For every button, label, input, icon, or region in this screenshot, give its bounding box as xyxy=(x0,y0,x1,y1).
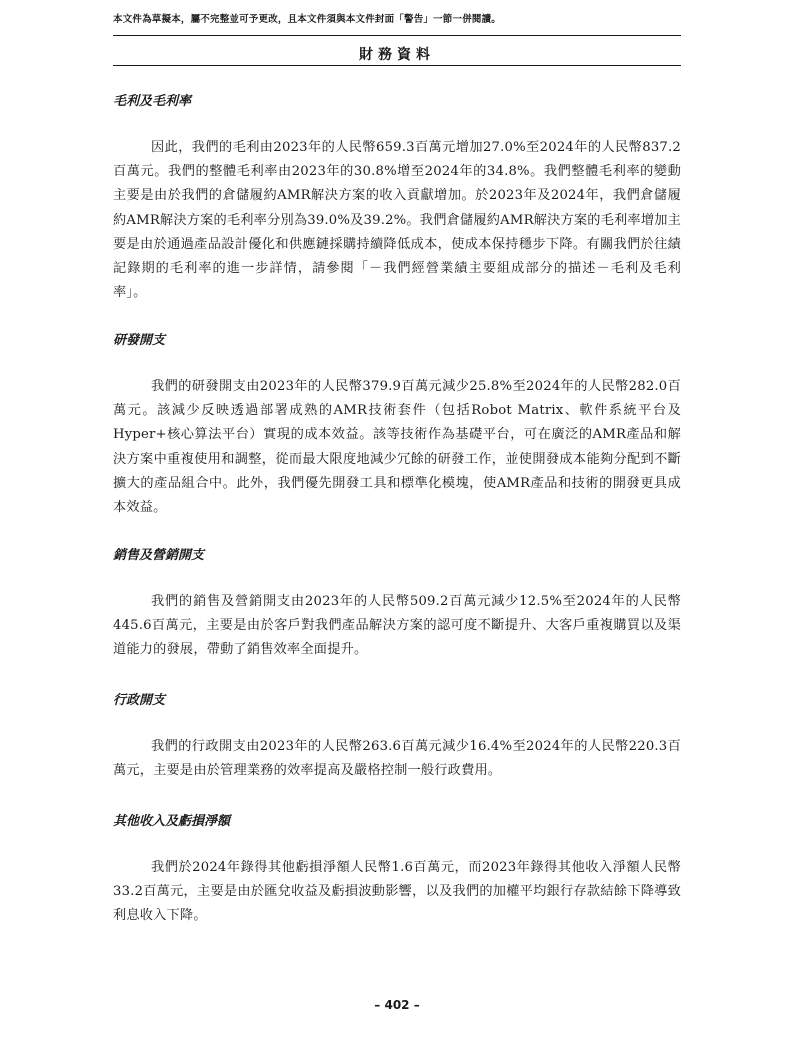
section-rd-expenses xyxy=(113,331,681,520)
section-heading: 行政開支 xyxy=(113,693,166,708)
section-heading: 銷售及營銷開支 xyxy=(113,548,205,563)
section-other-income xyxy=(113,812,681,929)
section-heading: 毛利及毛利率 xyxy=(113,94,192,109)
header-divider-top xyxy=(113,35,681,36)
section-heading: 其他收入及虧損淨額 xyxy=(113,814,231,829)
section-gross-profit xyxy=(113,92,681,305)
section-heading: 研發開支 xyxy=(113,333,166,348)
section-paragraph: 我們的銷售及營銷開支由2023年的人民幣509.2百萬元減少12.5%至2024年的人民幣445.6百萬元，主要是由於客戶對我們產品解決方案的認可度不斷提升、大客戶重複購買以及渠道能力的發展，帶動了銷售效率全面提升。 xyxy=(113,594,681,658)
section-paragraph: 因此，我們的毛利由2023年的人民幣659.3百萬元增加27.0%至2024年的人民幣837.2百萬元。我們的整體毛利率由2023年的30.8%增至2024年的34.8%。我們整體毛利率的變動主要是由於我們的倉儲履約AMR解決方案的收入貢獻增加。於2023年及2024年，我們倉儲履約AMR解決方案的毛利率分別為39.0%及39.2%。我們倉儲履約AMR解決方案的毛利率增加主要是由於通過產品設計優化和供應鏈採購持續降低成本，使成本保持穩步下降。有關我們於往績記錄期的毛利率的進一步詳情，請參閱「－我們經營業績主要組成部分的描述－毛利及毛利率」。 xyxy=(113,140,681,301)
header-divider-bottom xyxy=(113,65,681,66)
page-number: – 402 – xyxy=(374,998,420,1012)
section-selling-expenses xyxy=(113,546,681,663)
section-paragraph: 我們於2024年錄得其他虧損淨額人民幣1.6百萬元，而2023年錄得其他收入淨額人民幣33.2百萬元，主要是由於匯兌收益及虧損波動影響，以及我們的加權平均銀行存款結餘下降導致利息收入下降。 xyxy=(113,860,681,924)
section-paragraph: 我們的研發開支由2023年的人民幣379.9百萬元減少25.8%至2024年的人民幣282.0百萬元。該減少反映透過部署成熟的AMR技術套件（包括Robot Matrix、軟件系統平台及Hyper+核心算法平台）實現的成本效益。該等技術作為基礎平台，可在廣泛的AMR產品和解決方案中重複使用和調整，從而最大限度地減少冗餘的研發工作，並使開發成本能夠分配到不斷擴大的產品組合中。此外，我們優先開發工具和標準化模塊，使AMR產品和技術的開發更具成本效益。 xyxy=(113,379,681,516)
section-admin-expenses xyxy=(113,691,681,783)
section-paragraph: 我們的行政開支由2023年的人民幣263.6百萬元減少16.4%至2024年的人民幣220.3百萬元，主要是由於管理業務的效率提高及嚴格控制一般行政費用。 xyxy=(113,739,681,779)
draft-notice: 本文件為草擬本，屬不完整並可予更改，且本文件須與本文件封面「警告」一節一併閱讀。 xyxy=(113,14,502,25)
page-title: 財務資料 xyxy=(359,47,435,63)
